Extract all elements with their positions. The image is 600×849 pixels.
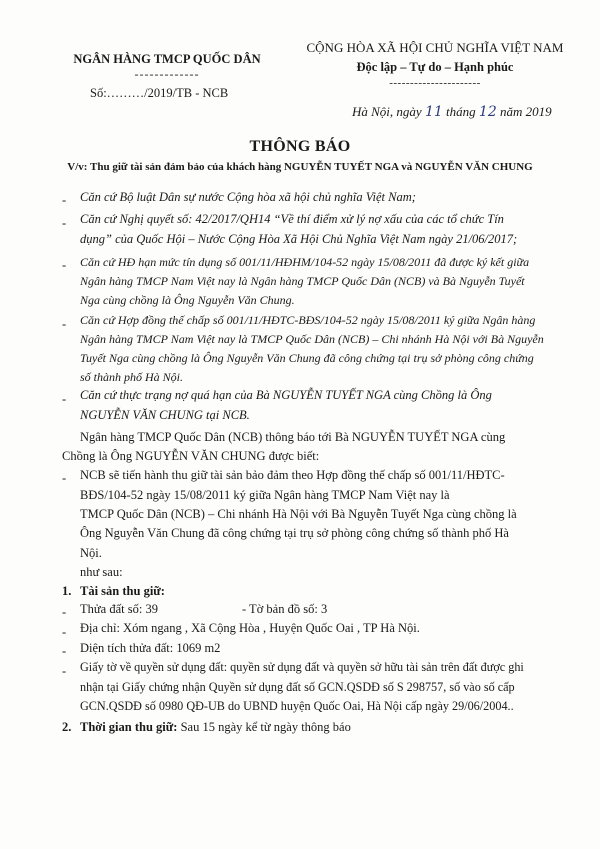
notice-intro-line1: Ngân hàng TMCP Quốc Dân (NCB) thông báo tới Bà NGUYỄN TUYẾT NGA cùng	[80, 430, 506, 444]
time-line	[80, 720, 351, 735]
land-paper-line2: nhận tại Giấy chứng nhận Quyền sử dụng đất số GCN.QSDĐ số S 298757, số vào số cấp	[80, 680, 515, 694]
parcel-number: Thửa đất số: 39	[80, 602, 158, 616]
legal-basis-5-line2: NGUYỄN VĂN CHUNG tại NCB.	[80, 408, 250, 422]
legal-basis-3-line1: Căn cứ HĐ hạn mức tín dụng số 001/11/HĐHM/104-52 ngày 15/08/2011 đã được ký kết giữa	[80, 255, 530, 269]
legal-basis-2-line1: Căn cứ Nghị quyết số: 42/2017/QH14 “Về thí điểm xử lý nợ xấu của các tổ chức Tín	[80, 212, 504, 226]
legal-basis-4-line3: Tuyết Nga cùng chồng là Ông Nguyễn Văn Chung đã công chứng tại trụ sở phòng công chứng	[80, 351, 534, 365]
asset-address: Địa chỉ: Xóm ngang , Xã Cộng Hòa , Huyện Quốc Oai , TP Hà Nội.	[80, 621, 420, 635]
legal-basis-1: Căn cứ Bộ luật Dân sự nước Cộng hòa xã hội chủ nghĩa Việt Nam;	[80, 190, 416, 204]
legal-basis-4-line4: số thành phố Hà Nội.	[80, 370, 184, 384]
date-month-label: tháng	[446, 104, 476, 119]
land-paper-line3: GCN.QSDĐ số 0980 QĐ-UB do UBND huyện Quốc Oai, Hà Nội cấp ngày 29/06/2004..	[80, 699, 514, 713]
legal-basis-3-line2: Ngân hàng TMCP Nam Việt nay là Ngân hàng TMCP Quốc Dân (NCB) và Bà Nguyễn Tuyết	[80, 274, 525, 288]
notice-item-line4: Ông Nguyễn Văn Chung đã công chứng tại trụ sở phòng công chứng số thành phố Hà	[80, 526, 509, 540]
document-subtitle: V/v: Thu giữ tài sản đảm bảo của khách hàng NGUYỄN TUYẾT NGA và NGUYỄN VĂN CHUNG	[67, 161, 533, 173]
legal-basis-3-line3: Nga cùng chồng là Ông Nguyễn Văn Chung.	[80, 293, 295, 307]
notice-item-line3: TMCP Quốc Dân (NCB) – Chi nhánh Hà Nội với Bà Nguyễn Tuyết Nga cùng chồng là	[80, 507, 517, 521]
bullet: -	[62, 392, 67, 406]
map-sheet-number: - Tờ bản đồ số: 3	[242, 602, 328, 616]
notice-item-line1: NCB sẽ tiến hành thu giữ tài sản bảo đảm theo Hợp đồng thế chấp số 001/11/HĐTC-	[80, 468, 505, 482]
legal-basis-2-line2: dụng” của Quốc Hội – Nước Cộng Hòa Xã Hội Chủ Nghĩa Việt Nam ngày 21/06/2017;	[80, 232, 518, 246]
bullet: -	[62, 216, 67, 230]
land-paper-line1: Giấy tờ về quyền sử dụng đất: quyền sử dụng đất và quyền sở hữu tài sản trên đất được ghi	[80, 660, 524, 674]
national-motto: Độc lập – Tự do – Hạnh phúc	[356, 60, 514, 74]
legal-basis-4-line1: Căn cứ Hợp đồng thế chấp số 001/11/HĐTC-BĐS/104-52 ngày 15/08/2011 ký giữa Ngân hàng	[80, 313, 536, 327]
bullet: -	[62, 471, 67, 485]
legal-basis-5-line1: Căn cứ thực trạng nợ quá hạn của Bà NGUYỄN TUYẾT NGA cùng Chồng là Ông	[80, 388, 492, 402]
bullet: -	[62, 258, 67, 272]
handwritten-day: 11	[424, 104, 443, 120]
legal-basis-4-line2: Ngân hàng TMCP Nam Việt nay là TMCP Quốc Dân (NCB) – Chi nhánh Hà Nội với Bà Nguyễn	[80, 332, 544, 346]
bullet: -	[62, 625, 67, 639]
date-suffix: năm 2019	[499, 104, 552, 119]
country-name: CỘNG HÒA XÃ HỘI CHỦ NGHĨA VIỆT NAM	[306, 40, 564, 55]
notice-item-line2: BĐS/104-52 ngày 15/08/2011 ký giữa Ngân hàng TMCP Nam Việt nay là	[80, 488, 450, 502]
bullet: -	[62, 605, 67, 619]
parcel-area: Diện tích thửa đất: 1069 m2	[80, 641, 221, 655]
notice-item-line5: Nội.	[80, 546, 102, 560]
motto-divider: ----------------------	[389, 77, 481, 89]
bullet: -	[62, 664, 67, 678]
date-prefix: Hà Nội, ngày	[352, 104, 422, 119]
asset-heading: Tài sản thu giữ:	[80, 584, 165, 598]
time-heading: Thời gian thu giữ:	[80, 720, 178, 734]
bullet: -	[62, 317, 67, 331]
time-heading-number: 2.	[62, 720, 72, 734]
document-number: Số:………/2019/TB - NCB	[90, 86, 229, 100]
bullet: -	[62, 644, 67, 658]
asset-heading-number: 1.	[62, 584, 72, 598]
document-date	[352, 104, 552, 120]
time-value: Sau 15 ngày kể từ ngày thông báo	[180, 720, 351, 734]
document-title: THÔNG BÁO	[249, 138, 351, 155]
handwritten-month: 12	[478, 104, 497, 120]
bank-name-divider: -------------	[134, 67, 200, 81]
bullet: -	[62, 193, 67, 207]
nhu-sau-label: như sau:	[80, 565, 123, 579]
notice-intro-line2: Chồng là Ông NGUYỄN VĂN CHUNG được biết:	[62, 449, 320, 463]
bank-name: NGÂN HÀNG TMCP QUỐC DÂN	[73, 52, 261, 66]
